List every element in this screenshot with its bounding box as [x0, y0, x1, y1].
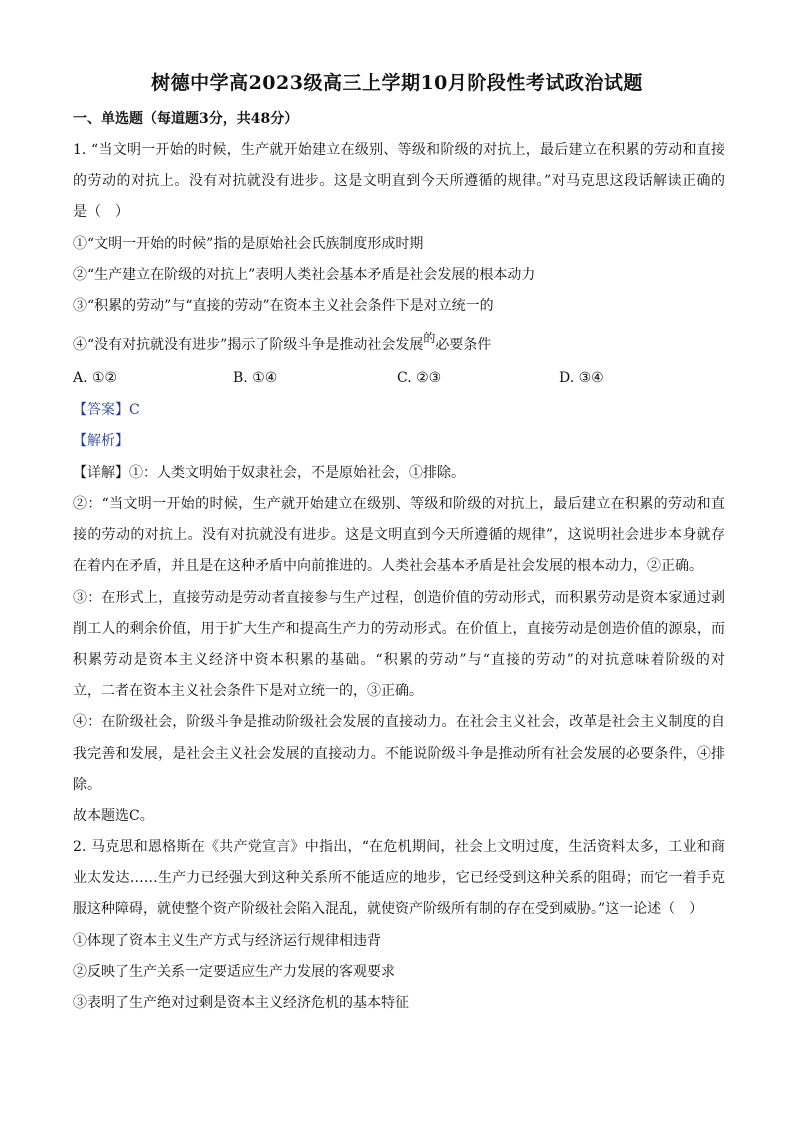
detail-line: 立，二者在资本主义社会条件下是对立统一的，③正确。	[73, 683, 423, 699]
q2-stem-line: 业太发达……生产力已经强大到这种关系所不能适应的地步，它已经受到这种关系的阻碍；而它一着手克	[73, 870, 725, 886]
detail-line: 积累劳动是资本主义经济中资本积累的基础。“积累的劳动”与“直接的劳动”的对抗意味着阶级的对	[73, 652, 725, 668]
q2-stem-line: 服这种障碍，就使整个资产阶级社会陷入混乱，就使资产阶级所有制的存在受到威胁。”这一论述（ ）	[73, 901, 704, 917]
section-heading: 一、单选题（每道题3分，共48分）	[73, 111, 299, 127]
detail-line: 【详解】①：人类文明始于奴隶社会，不是原始社会，①排除。	[73, 465, 465, 481]
q2-item: ①体现了资本主义生产方式与经济运行规律相违背	[73, 933, 381, 949]
q1-stem-line: 的劳动的对抗上。没有对抗就没有进步。这是文明直到今天所遵循的规律。”对马克思这段话解读正确的	[73, 173, 725, 189]
q1-item4-main: ④“没有对抗就没有进步”揭示了阶级斗争是推动社会发展	[73, 337, 424, 353]
detail-line: ③：在形式上，直接劳动是劳动者直接参与生产过程，创造价值的劳动形式，而积累劳动是资本家通过剥	[73, 590, 725, 606]
q1-item: ③“积累的劳动”与“直接的劳动”在资本主义社会条件下是对立统一的	[73, 298, 494, 314]
q1-option-a: A. ①②	[73, 370, 118, 386]
q1-item: ①“文明一开始的时候”指的是原始社会氏族制度形成时期	[73, 236, 424, 252]
detail-line: 故本题选C。	[73, 808, 154, 824]
q2-item: ②反映了生产关系一定要适应生产力发展的客观要求	[73, 964, 395, 980]
q1-item4-tail: 必要条件	[435, 337, 492, 353]
q1-item	[73, 331, 725, 354]
detail-line: 接的劳动的对抗上。没有对抗就没有进步。这是文明直到今天所遵循的规律”，这说明社会进步本身就存	[73, 527, 725, 543]
detail-line: ④：在阶级社会，阶级斗争是推动阶级社会发展的直接动力。在社会主义社会，改革是社会主义制度的自	[73, 714, 725, 730]
detail-line: 除。	[73, 777, 101, 793]
analysis-label: 【解析】	[73, 433, 129, 449]
q1-stem-line: 是（ ）	[73, 204, 129, 220]
q2-item: ③表明了生产绝对过剩是资本主义经济危机的基本特征	[73, 995, 409, 1011]
q1-stem-line: 1. “当文明一开始的时候，生产就开始建立在级别、等级和阶级的对抗上，最后建立在积累的劳动和直接	[73, 142, 725, 158]
page-title: 树德中学高2023级高三上学期10月阶段性考试政治试题	[151, 72, 643, 94]
q1-item: ②“生产建立在阶级的对抗上”表明人类社会基本矛盾是社会发展的根本动力	[73, 267, 536, 283]
detail-line: 在着内在矛盾，并且是在这种矛盾中向前推进的。人类社会基本矛盾是社会发展的根本动力，②正确。	[73, 558, 703, 574]
q1-option-c: C. ②③	[397, 370, 442, 386]
q2-stem-line: 2. 马克思和恩格斯在《共产党宣言》中指出，“在危机期间，社会上文明过度，生活资料太多，工业和商	[73, 839, 725, 855]
detail-line: ②：“当文明一开始的时候，生产就开始建立在级别、等级和阶级的对抗上，最后建立在积累的劳动和直	[73, 496, 725, 512]
detail-line: 我完善和发展，是社会主义社会发展的直接动力。不能说阶级斗争是推动所有社会发展的必要条件，④排	[73, 746, 725, 762]
q1-option-b: B. ①④	[233, 370, 278, 386]
answer-label: 【答案】C	[73, 402, 140, 418]
q1-item4-sup: 的	[423, 331, 436, 345]
q1-option-d: D. ③④	[559, 370, 604, 386]
detail-line: 削工人的剩余价值，用于扩大生产和提高生产力的劳动形式。在价值上，直接劳动是创造价值的源泉，而	[73, 621, 725, 637]
